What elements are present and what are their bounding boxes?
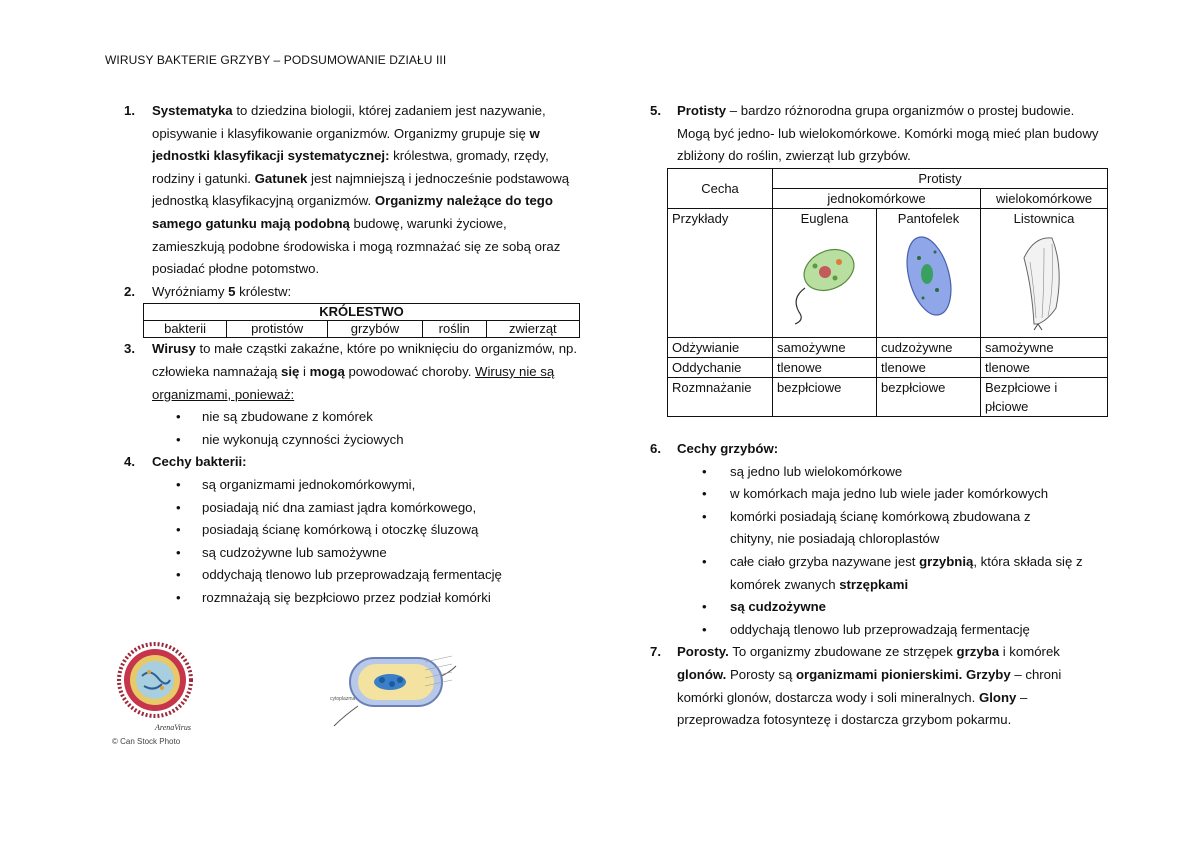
- bullet-icon: •: [702, 621, 707, 637]
- section-4: 4. Cechy bakterii:: [124, 454, 247, 470]
- bullet-icon: •: [176, 589, 181, 605]
- row-label: Przykłady: [668, 209, 773, 338]
- bullet-icon: •: [176, 567, 181, 583]
- bullet-icon: •: [176, 544, 181, 560]
- bullet-icon: •: [702, 508, 707, 524]
- virus-caption: ArenaVirus: [155, 723, 191, 732]
- list-item: • całe ciało grzyba nazywane jest grzybnią, która składa się z komórek zwanych strzępkami: [650, 551, 1105, 596]
- bullet-icon: •: [702, 599, 707, 615]
- jednokomorkowe-header: jednokomórkowe: [773, 189, 981, 209]
- cytoplasm-label: cytoplazma: [330, 696, 356, 702]
- bullet-icon: •: [176, 409, 181, 425]
- list-item: • w komórkach maja jedno lub wiele jader komórkowych: [650, 483, 1105, 506]
- bullet-icon: •: [176, 431, 181, 447]
- example-cell: Euglena: [773, 209, 877, 338]
- page-title: WIRUSY BAKTERIE GRZYBY – PODSUMOWANIE DZIAŁU III: [105, 53, 447, 67]
- kingdom-cell: protistów: [227, 321, 328, 338]
- virus-image: [112, 640, 222, 750]
- list-item: • posiadają nić dna zamiast jądra komórkowego,: [110, 497, 580, 520]
- section-5: 5. Protisty – bardzo różnorodna grupa organizmów o prostej budowie. Mogą być jedno- lub wielokomórkowe. Komórki mogą mieć plan budowy zbliżony do roślin, zwierząt lub grzybów.: [650, 103, 1099, 164]
- dna-icon: [374, 674, 406, 690]
- kingdom-header: KRÓLESTWO: [144, 304, 580, 321]
- right-column: [650, 100, 1105, 168]
- example-cell: Pantofelek: [877, 209, 981, 338]
- bullet-icon: •: [176, 476, 181, 492]
- bacteria-image: [330, 650, 460, 730]
- wielokomorkowe-header: wielokomórkowe: [981, 189, 1108, 209]
- section-7: 7. Porosty. To organizmy zbudowane ze strzępek grzyba i komórek glonów. Porosty są organizmami pionierskimi. Grzyby – chroni komórki glonów, dostarcza wody i soli mineralnych. Glony – przeprowadza fotosyntezę i dostarcza grzybom pokarmu.: [650, 644, 1062, 728]
- kingdom-table: [143, 303, 580, 338]
- kelp-icon: [1004, 228, 1084, 332]
- kingdom-cell: bakterii: [144, 321, 227, 338]
- list-item: • nie są zbudowane z komórek: [110, 406, 580, 429]
- bullet-icon: •: [702, 486, 707, 502]
- list-item: • są organizmami jednokomórkowymi,: [110, 474, 580, 497]
- list-item: • są cudzożywne: [650, 596, 1105, 619]
- list-item: • są cudzożywne lub samożywne: [110, 542, 580, 565]
- bullet-icon: •: [702, 553, 707, 569]
- euglena-icon: [785, 228, 865, 328]
- row-label: Odżywianie: [668, 338, 773, 358]
- section-2: 2. Wyróżniamy 5 królestw:: [124, 283, 292, 299]
- left-column: [110, 100, 580, 609]
- list-item: • komórki posiadają ścianę komórkową zbudowana z chityny, nie posiadają chloroplastów: [650, 506, 1105, 551]
- protists-table: Cecha Protisty jednokomórkowe wielokomórkowe Przykłady Euglena Pantofelek Listownica Odżywianie samożywne cudzożywne samożywne Oddychanie tlenowe tlenowe tlenowe Rozmnażanie bezpłciowe bezpłciowe Bezpłciowe i płciowe: [667, 168, 1108, 417]
- list-item: • posiadają ścianę komórkową i otoczkę śluzową: [110, 519, 580, 542]
- kingdom-cell: zwierząt: [486, 321, 579, 338]
- list-item: • oddychają tlenowo lub przeprowadzają fermentację: [650, 619, 1105, 642]
- example-cell: Listownica: [981, 209, 1108, 338]
- bullet-icon: •: [702, 463, 707, 479]
- bullet-icon: •: [176, 522, 181, 538]
- cecha-header: Cecha: [668, 169, 773, 209]
- list-item: • są jedno lub wielokomórkowe: [650, 461, 1105, 484]
- paramecium-icon: [889, 228, 969, 328]
- row-label: Oddychanie: [668, 358, 773, 378]
- list-item: • nie wykonują czynności życiowych: [110, 429, 580, 452]
- section-6: 6. Cechy grzybów:: [650, 441, 779, 456]
- list-item: • oddychają tlenowo lub przeprowadzają fermentację: [110, 564, 580, 587]
- section-1: 1. Systematyka to dziedzina biologii, której zadaniem jest nazywanie, opisywanie i klasyfikowanie organizmów. Organizmy grupuje się w jednostki klasyfikacji systematycznej: królestwa, gromady, rzędy, rodziny i gatunki. Gatunek jest najmniejszą i jednocześnie podstawową jednostką klasyfikacyjną organizmów. Organizmy należące do tego samego gatunku mają podobną budowę, warunki życiowe, zamieszkują podobne środowiska i mogą rozmnażać się ze sobą oraz posiadać płodne potomstwo.: [124, 103, 570, 277]
- list-item: • rozmnażają się bezpłciowo przez podział komórki: [110, 587, 580, 610]
- protisty-header: Protisty: [773, 169, 1108, 189]
- row-label: Rozmnażanie: [668, 378, 773, 417]
- kingdom-cell: roślin: [422, 321, 486, 338]
- right-column-lower: [650, 438, 1105, 732]
- bullet-icon: •: [176, 499, 181, 515]
- kingdom-cell: grzybów: [328, 321, 423, 338]
- virus-credit: © Can Stock Photo: [112, 737, 181, 746]
- section-3: 3. Wirusy to małe cząstki zakaźne, które po wniknięciu do organizmów, np. człowieka namnażają się i mogą powodować choroby. Wirusy nie są organizmami, ponieważ:: [124, 341, 578, 402]
